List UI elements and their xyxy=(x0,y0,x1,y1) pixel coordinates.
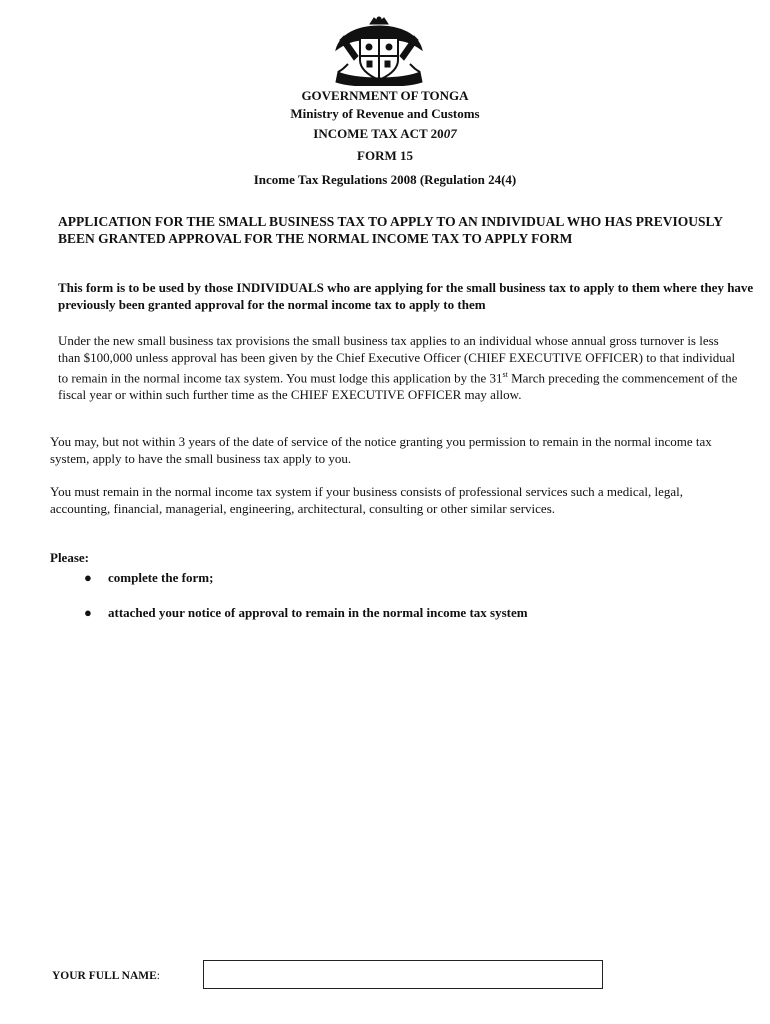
please-label: Please: xyxy=(50,550,89,565)
paragraph-professional: You must remain in the normal income tax system if your business consists of professional services such a medical, legal, accounting, financial, managerial, engineering, architectural, consulting or other similar services. xyxy=(50,484,684,516)
act-heading: INCOME TAX ACT 2007 xyxy=(313,126,457,141)
full-name-field[interactable] xyxy=(203,960,603,989)
full-name-label: YOUR FULL NAME: xyxy=(52,970,160,982)
form-intro: This form is to be used by those INDIVIDUALS who are applying for the small business tax to apply to them where they have previously been granted approval for the normal income tax to apply to them xyxy=(58,280,754,312)
regulation-heading: Income Tax Regulations 2008 (Regulation 24(4) xyxy=(253,172,517,187)
list-item: ● complete the form; xyxy=(84,570,214,585)
bullet-icon: ● xyxy=(84,570,92,585)
list-item: ● attached your notice of approval to remain in the normal income tax system xyxy=(84,605,528,620)
form-title: APPLICATION FOR THE SMALL BUSINESS TAX TO APPLY TO AN INDIVIDUAL WHO HAS PREVIOUSLY BEEN GRANTED APPROVAL FOR THE NORMAL INCOME TAX TO APPLY FORM xyxy=(58,214,723,246)
form-number: FORM 15 xyxy=(357,148,413,163)
ministry-heading: Ministry of Revenue and Customs xyxy=(290,106,480,121)
government-heading: GOVERNMENT OF TONGA xyxy=(301,88,469,103)
paragraph-timing: You may, but not within 3 years of the date of service of the notice granting you permission to remain in the normal income tax system, apply to have the small business tax apply to you. xyxy=(50,434,712,466)
bullet-icon: ● xyxy=(84,605,92,620)
coat-of-arms-icon xyxy=(330,16,428,86)
paragraph-provisions: Under the new small business tax provisions the small business tax applies to an individual whose annual gross turnover is less than $100,000 unless approval has been given by the Chief Executive Officer (CHIEF EXECUTIVE OFFICER) to that individual to remain in the normal income tax system. You must lodge this application by the 31st March preceding the commencement of the fiscal year or within such further time as the CHIEF EXECUTIVE OFFICER may allow. xyxy=(58,333,738,403)
